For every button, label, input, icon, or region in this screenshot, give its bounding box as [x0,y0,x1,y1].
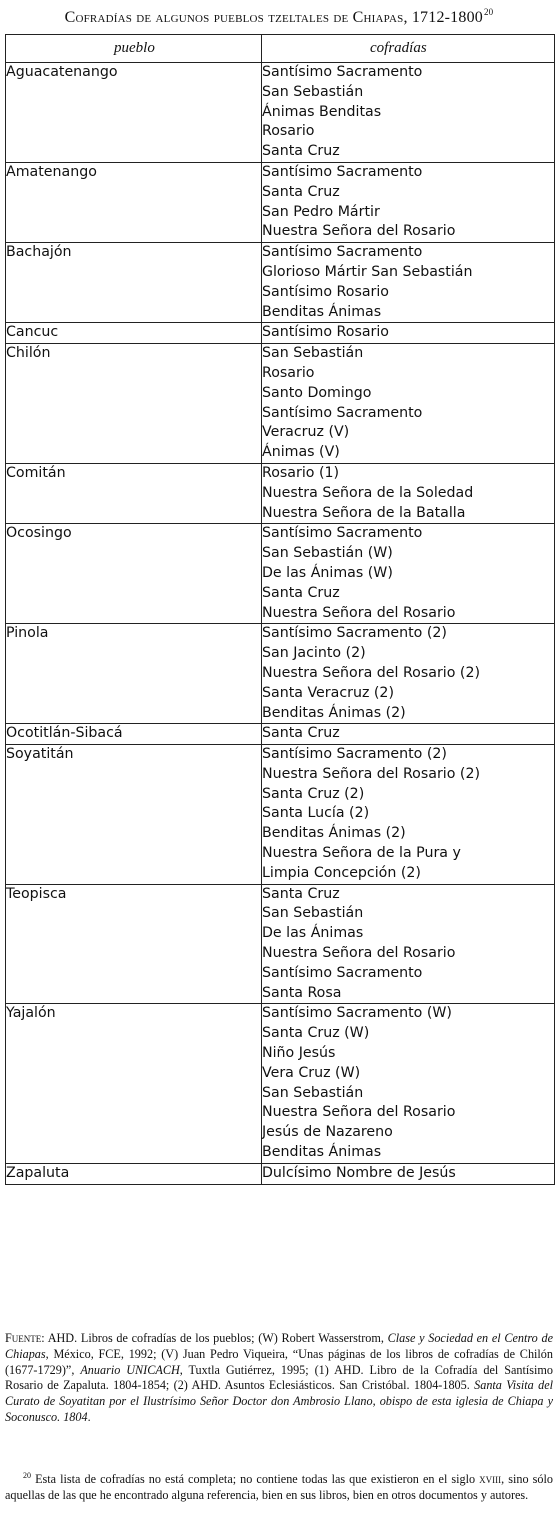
cofradia-item: Santa Veracruz (2) [262,684,394,701]
cofradia-item: Nuestra Señora de la Pura y [262,845,461,862]
cofradia-item: Nuestra Señora del Rosario (2) [262,664,481,681]
footnote-century: xviii [479,1472,502,1486]
cofradia-item: Benditas Ánimas [262,1144,382,1161]
pueblo-cell: Bachajón [6,243,262,323]
cofradias-cell [262,724,555,745]
table-body [6,63,555,1185]
cofradias-table [5,34,555,1185]
cofradias-cell [262,344,555,464]
cofradia-item: De las Ánimas [262,925,364,942]
cofradia-item: Benditas Ánimas (2) [262,704,406,721]
cofradias-cell [262,745,555,885]
cofradia-item: Nuestra Señora del Rosario [262,223,456,240]
cofradia-item: Glorioso Mártir San Sebastián [262,263,473,280]
pueblo-cell: Ocotitlán-Sibacá [6,724,262,745]
table-title-text: Cofradías de algunos pueblos tzeltales de Chiapas, 1712-1800 [64,9,483,26]
cofradia-item: Santa Cruz [262,885,340,902]
table-row [6,463,555,523]
cofradia-item: San Sebastián [262,1084,364,1101]
table-row [6,323,555,344]
header-pueblo: pueblo [6,35,262,63]
source-text-4: . [87,1409,91,1424]
cofradia-item: Santa Cruz [262,584,340,601]
footnote-ref: 20 [483,7,494,17]
cofradia-item: Nuestra Señora del Rosario [262,604,456,621]
footnote-text-2: , sino sólo aquellas de las que he encontrado alguna referencia, bien en sus libros, bien en otros documentos y autores. [5,1472,553,1502]
cofradia-item: De las Ánimas (W) [262,564,393,581]
cofradia-item: Santa Cruz (2) [262,785,365,802]
source-text-1: AHD. Libros de cofradías de los pueblos; (W) Robert Wasserstrom, [44,1331,388,1345]
cofradia-item: Santa Cruz [262,183,340,200]
cofradia-item: Santísimo Rosario [262,324,389,341]
table-row [6,524,555,624]
footnote [5,1468,553,1504]
pueblo-cell: Yajalón [6,1004,262,1163]
cofradias-cell [262,162,555,242]
source-title-3: Santa Visita del Curato de Soyatitan por el Ilustrísimo Señor Doctor don Ambrosio Llano, obispo de esta iglesia de Chiapa y Soconusco. 1804 [5,1378,553,1424]
cofradias-cell [262,243,555,323]
table-row [6,745,555,885]
header-cofradias: cofradías [262,35,555,63]
cofradia-item: Santísimo Sacramento (W) [262,1005,452,1022]
cofradias-cell [262,463,555,523]
cofradia-item: San Sebastián [262,83,364,100]
cofradia-item: Santa Cruz (W) [262,1025,370,1042]
cofradia-item: Santísimo Sacramento [262,964,423,981]
cofradia-item: Santa Cruz [262,725,340,742]
source-lead: Fuente: [5,1331,45,1345]
cofradia-item: San Jacinto (2) [262,645,366,662]
table-row [6,884,555,1004]
cofradia-item: Santísimo Sacramento [262,64,423,80]
pueblo-cell: Pinola [6,624,262,724]
cofradia-item: Vera Cruz (W) [262,1064,361,1081]
cofradia-item: Ánimas Benditas [262,103,382,120]
cofradia-item: Santísimo Sacramento [262,525,423,542]
table-row [6,63,555,163]
cofradia-item: San Sebastián (W) [262,545,393,562]
cofradia-item: Rosario [262,364,315,381]
source-note [5,1331,553,1426]
pueblo-cell: Teopisca [6,884,262,1004]
cofradias-cell [262,1163,555,1184]
cofradia-item: Santa Rosa [262,984,342,1001]
table-title [0,2,558,28]
cofradia-item: Nuestra Señora del Rosario (2) [262,765,481,782]
table-row [6,1163,555,1184]
pueblo-cell: Ocosingo [6,524,262,624]
cofradias-cell [262,884,555,1004]
cofradia-item: Santa Cruz [262,143,340,160]
cofradias-cell [262,1004,555,1163]
cofradia-item: Nuestra Señora del Rosario [262,945,456,962]
pueblo-cell: Cancuc [6,323,262,344]
footnote-text-1: Esta lista de cofradías no está completa; no contiene todas las que existieron en el siglo [31,1472,480,1486]
cofradia-item: Niño Jesús [262,1045,336,1062]
cofradia-item: Santísimo Sacramento [262,163,423,180]
source-text-2: , México, FCE, 1992; (V) Juan Pedro Viqueira, “Unas páginas de los libros de cofradías de Chilón (1677-1729)”, [5,1346,553,1377]
cofradia-item: Nuestra Señora de la Batalla [262,504,466,521]
cofradia-item: Santísimo Sacramento (2) [262,746,447,763]
pueblo-cell: Amatenango [6,162,262,242]
cofradia-item: Santo Domingo [262,384,372,401]
cofradias-cell [262,624,555,724]
table-row [6,624,555,724]
cofradia-item: Veracruz (V) [262,424,350,441]
table-row [6,724,555,745]
pueblo-cell: Soyatitán [6,745,262,885]
cofradia-item: Jesús de Nazareno [262,1124,393,1141]
cofradia-item: Rosario [262,123,315,140]
cofradia-item: Limpia Concepción (2) [262,864,421,881]
header-row [6,35,555,63]
cofradia-item: Rosario (1) [262,464,340,481]
table-row [6,243,555,323]
cofradia-item: Santísimo Rosario [262,283,389,300]
pueblo-cell: Chilón [6,344,262,464]
cofradias-cell [262,63,555,163]
source-text-3: , Tuxtla Gutiérrez, 1995; (1) AHD. Libro de la Cofradía del Santísimo Rosario de Zapaluta. 1804-1854; (2) AHD. Asuntos Eclesiásticos. San Cristóbal. 1804-1805. [5,1362,553,1393]
table-row [6,344,555,464]
source-title-1: Clase y Sociedad en el Centro de Chiapas [5,1331,553,1361]
cofradia-item: Benditas Ánimas (2) [262,825,406,842]
cofradia-item: Santísimo Sacramento (2) [262,625,447,642]
footnote-number: 20 [23,1471,31,1480]
pueblo-cell: Comitán [6,463,262,523]
cofradia-item: San Pedro Mártir [262,203,380,220]
cofradia-item: Ánimas (V) [262,444,340,461]
pueblo-cell: Aguacatenango [6,63,262,163]
cofradia-item: Benditas Ánimas [262,303,382,320]
cofradias-cell [262,323,555,344]
cofradia-item: Santísimo Sacramento [262,404,423,421]
cofradia-item: Santísimo Sacramento [262,244,423,261]
cofradia-item: Nuestra Señora del Rosario [262,1104,456,1121]
pueblo-cell: Zapaluta [6,1163,262,1184]
cofradia-item: San Sebastián [262,345,364,362]
cofradia-item: Dulcísimo Nombre de Jesús [262,1164,456,1181]
cofradias-cell [262,524,555,624]
cofradia-item: San Sebastián [262,905,364,922]
table-row [6,162,555,242]
source-title-2: Anuario UNICACH [80,1362,180,1377]
table-row [6,1004,555,1163]
cofradia-item: Santa Lucía (2) [262,805,370,822]
cofradia-item: Nuestra Señora de la Soledad [262,484,474,501]
